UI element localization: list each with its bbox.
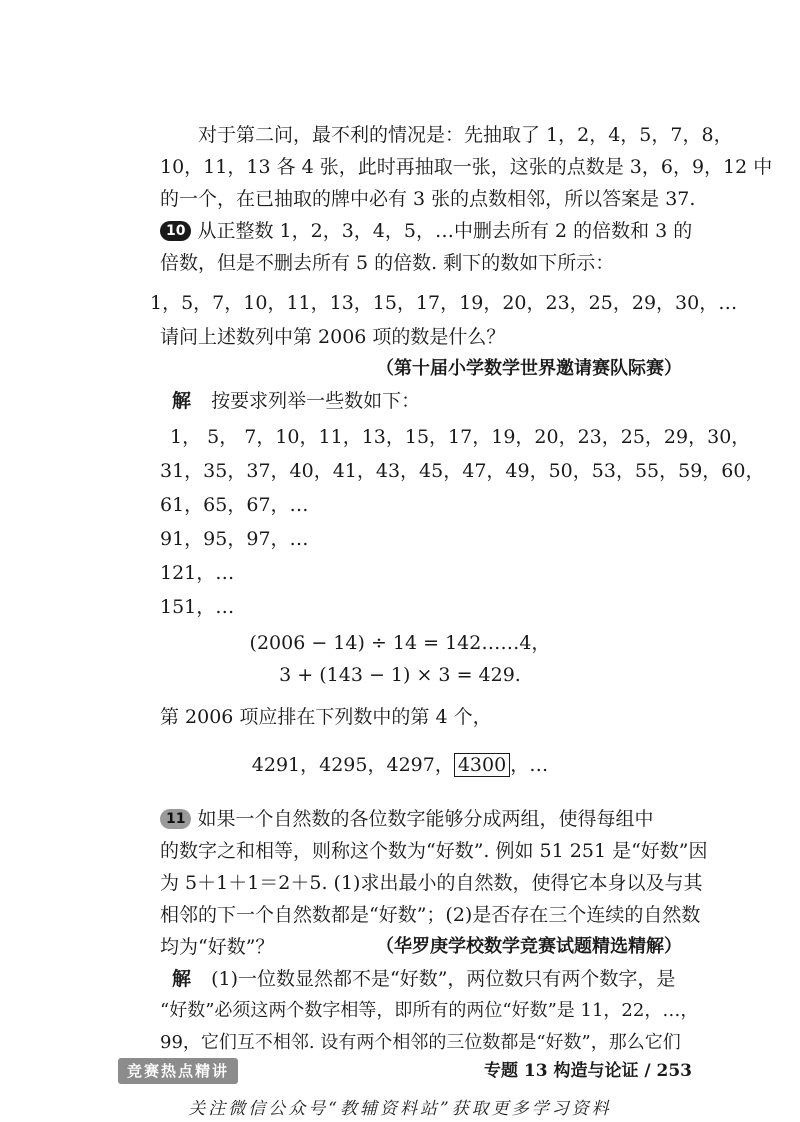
text-line: 相邻的下一个自然数都是“好数”；(2)是否存在三个连续的自然数 (160, 904, 701, 926)
text-line: 的数字之和相等，则称这个数为“好数”. 例如 51 251 是“好数”因 (160, 840, 708, 862)
text-line: 为 5＋1＋1＝2＋5. (1)求出最小的自然数，使得它本身以及与其 (160, 872, 703, 894)
text-line: 99，它们互不相邻. 设有两个相邻的三位数都是“好数”，那么它们 (160, 1032, 681, 1053)
number-row: 121，… (160, 562, 235, 584)
solution-intro: 解 按要求列举一些数如下： (172, 390, 421, 412)
text-line: 均为“好数”？ (160, 936, 275, 958)
solution-label: 解 (172, 390, 192, 412)
source-citation: （第十届小学数学世界邀请赛队际赛） (376, 358, 682, 379)
question: 请问上述数列中第 2006 项的数是什么？ (160, 326, 506, 348)
text-line: “好数”必须这两个数字相等，即所有的两位“好数”是 11，22，…， (160, 1000, 699, 1021)
number-row: 1， 5， 7，10，11，13，15，17，19，20，23，25，29，30， (170, 426, 751, 448)
sequence: 1，5，7，10，11，13，15，17，19，20，23，25，29，30，… (150, 292, 738, 314)
solution-line: 解 (1)一位数显然都不是“好数”，两位数只有两个数字，是 (172, 968, 676, 990)
number-row: 61，65，67，… (160, 494, 309, 516)
number-row: 91，95，97，… (160, 528, 309, 550)
text-line: 倍数，但是不删去所有 5 的倍数. 剩下的数如下所示： (160, 252, 615, 274)
answer-box: 4300 (454, 753, 510, 777)
text-line: 对于第二问，最不利的情况是：先抽取了 1，2，4，5，7，8， (198, 124, 733, 146)
text-line: 10，11，13 各 4 张，此时再抽取一张，这张的点数是 3，6，9，12 中 (160, 156, 773, 178)
text-line: 的一个，在已抽取的牌中必有 3 张的点数相邻，所以答案是 37. (160, 188, 696, 210)
equation: 3 + (143 − 1) × 3 = 429. (279, 664, 521, 686)
equation: (2006 − 14) ÷ 14 = 142……4， (249, 632, 551, 654)
problem-11-line: 11 如果一个自然数的各位数字能够分成两组，使得每组中 (160, 806, 654, 832)
page-footer: 专题 13 构造与论证 / 253 (483, 1061, 692, 1081)
conclusion: 第 2006 项应排在下列数中的第 4 个， (160, 706, 492, 728)
number-row: 151，… (160, 596, 235, 618)
problem-number-badge: 10 (160, 221, 191, 241)
solution-label: 解 (172, 968, 192, 990)
section-label: 竞赛热点精讲 (118, 1058, 238, 1084)
problem-10-line: 10 从正整数 1，2，3，4，5，…中删去所有 2 的倍数和 3 的 (160, 218, 692, 244)
watermark: 关注微信公众号“教辅资料站”获取更多学习资料 (188, 1099, 612, 1119)
final-answer-line: 4291，4295，4297， 4300 ，… (251, 754, 549, 776)
source-citation: （华罗庚学校数学竞赛试题精选精解） (376, 936, 682, 957)
number-row: 31，35，37，40，41，43，45，47，49，50，53，55，59，60， (160, 460, 765, 482)
problem-number-badge: 11 (160, 809, 191, 829)
